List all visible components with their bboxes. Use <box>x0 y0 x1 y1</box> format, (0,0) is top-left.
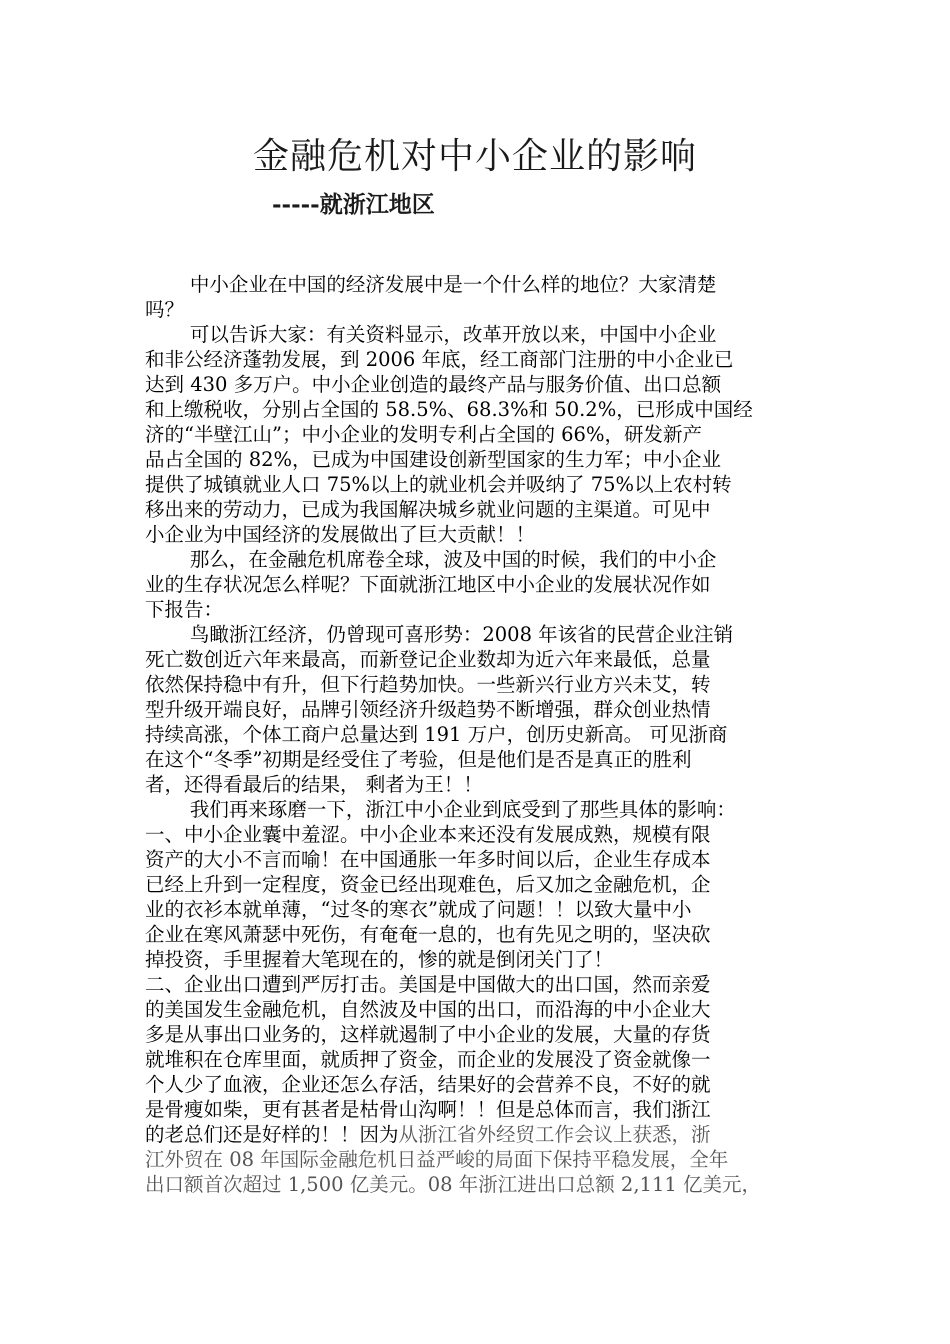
paragraph-7 <box>145 972 801 1197</box>
text-line: 一、中小企业囊中羞涩。中小企业本来还没有发展成熟，规模有限 <box>145 823 711 846</box>
text-line: 和上缴税收，分别占全国的 58.5%、68.3%和 50.2%，已形成中国经 <box>145 398 753 421</box>
text-line: 资产的大小不言而喻！在中国通胀一年多时间以后，企业生存成本 <box>145 848 711 871</box>
text-line: 和非公经济蓬勃发展，到 2006 年底，经工商部门注册的中小企业已 <box>145 348 734 371</box>
text-line: 可以告诉大家：有关资料显示，改革开放以来，中国中小企业 <box>189 323 717 346</box>
text-line: 下报告： <box>145 598 224 621</box>
text-line: 济的“半壁江山”；中小企业的发明专利占全国的 66%，研发新产 <box>145 423 702 446</box>
text-line: 品占全国的 82%，已成为中国建设创新型国家的生力军；中小企业 <box>145 448 722 471</box>
text-line: 达到 430 多万户。中小企业创造的最终产品与服务价值、出口总额 <box>145 373 722 396</box>
text-line: 掉投资，手里握着大笔现在的，惨的就是倒闭关门了！ <box>145 948 614 971</box>
document-body <box>145 272 801 1197</box>
text-fragment: 的老总们还是好样的！！因为 <box>145 1123 399 1146</box>
text-line: 就堆积在仓库里面，就质押了资金，而企业的发展没了资金就像一 <box>145 1048 711 1071</box>
text-line: 是骨瘦如柴，更有甚者是枯骨山沟啊！！但是总体而言，我们浙江 <box>145 1098 711 1121</box>
document-subtitle: -----就浙江地区 <box>272 191 435 218</box>
text-line: 移出来的劳动力，已成为我国解决城乡就业问题的主渠道。可见中 <box>145 498 711 521</box>
text-line: 吗？ <box>145 298 185 321</box>
text-line: 鸟瞰浙江经济，仍曾现可喜形势：2008 年该省的民营企业注销 <box>189 623 734 646</box>
text-line: 多是从事出口业务的，这样就遏制了中小企业的发展，大量的存货 <box>145 1023 711 1046</box>
paragraph-5 <box>145 797 801 822</box>
text-line: 在这个“冬季”初期是经受住了考验，但是他们是否是真正的胜利 <box>145 748 692 771</box>
quoted-line: 江外贸在 08 年国际金融危机日益严峻的局面下保持平稳发展，全年 <box>145 1148 729 1171</box>
mixed-text-line <box>145 1122 801 1147</box>
text-line: 业的生存状况怎么样呢？下面就浙江地区中小企业的发展状况作如 <box>145 573 711 596</box>
text-line: 我们再来琢磨一下，浙江中小企业到底受到了那些具体的影响： <box>189 798 736 821</box>
text-line: 那么，在金融危机席卷全球，波及中国的时候，我们的中小企 <box>189 548 717 571</box>
text-line: 已经上升到一定程度，资金已经出现难色，后又加之金融危机，企 <box>145 873 711 896</box>
text-line: 死亡数创近六年来最高，而新登记企业数却为近六年来最低，总量 <box>145 648 711 671</box>
text-line: 者，还得看最后的结果， 剩者为王！！ <box>145 773 483 796</box>
paragraph-3 <box>145 547 801 622</box>
text-line: 小企业为中国经济的发展做出了巨大贡献！！ <box>145 523 536 546</box>
text-line: 依然保持稳中有升，但下行趋势加快。一些新兴行业方兴未艾，转 <box>145 673 711 696</box>
text-line: 持续高涨，个体工商户总量达到 191 万户，创历史新高。 可见浙商 <box>145 723 728 746</box>
text-line: 的美国发生金融危机，自然波及中国的出口，而沿海的中小企业大 <box>145 998 711 1021</box>
text-line: 企业在寒风萧瑟中死伤，有奄奄一息的，也有先见之明的，坚决砍 <box>145 923 711 946</box>
text-line: 提供了城镇就业人口 75%以上的就业机会并吸纳了 75%以上农村转 <box>145 473 732 496</box>
paragraph-1 <box>145 272 801 322</box>
text-line: 型升级开端良好，品牌引领经济升级趋势不断增强，群众创业热情 <box>145 698 711 721</box>
text-line: 中小企业在中国的经济发展中是一个什么样的地位？大家清楚 <box>189 273 717 296</box>
paragraph-6 <box>145 822 801 972</box>
quoted-line: 出口额首次超过 1,500 亿美元。08 年浙江进出口总额 2,111 亿美元， <box>145 1173 761 1196</box>
paragraph-2 <box>145 322 801 547</box>
text-line: 二、企业出口遭到严厉打击。美国是中国做大的出口国，然而亲爱 <box>145 973 711 996</box>
text-line: 个人少了血液，企业还怎么存活，结果好的会营养不良，不好的就 <box>145 1073 711 1096</box>
text-line: 业的衣衫本就单薄，“过冬的寒衣”就成了问题！！以致大量中小 <box>145 898 692 921</box>
document-title: 金融危机对中小企业的影响 <box>252 136 697 177</box>
paragraph-4 <box>145 622 801 797</box>
quoted-fragment: 从浙江省外经贸工作会议上获悉，浙 <box>398 1123 711 1146</box>
